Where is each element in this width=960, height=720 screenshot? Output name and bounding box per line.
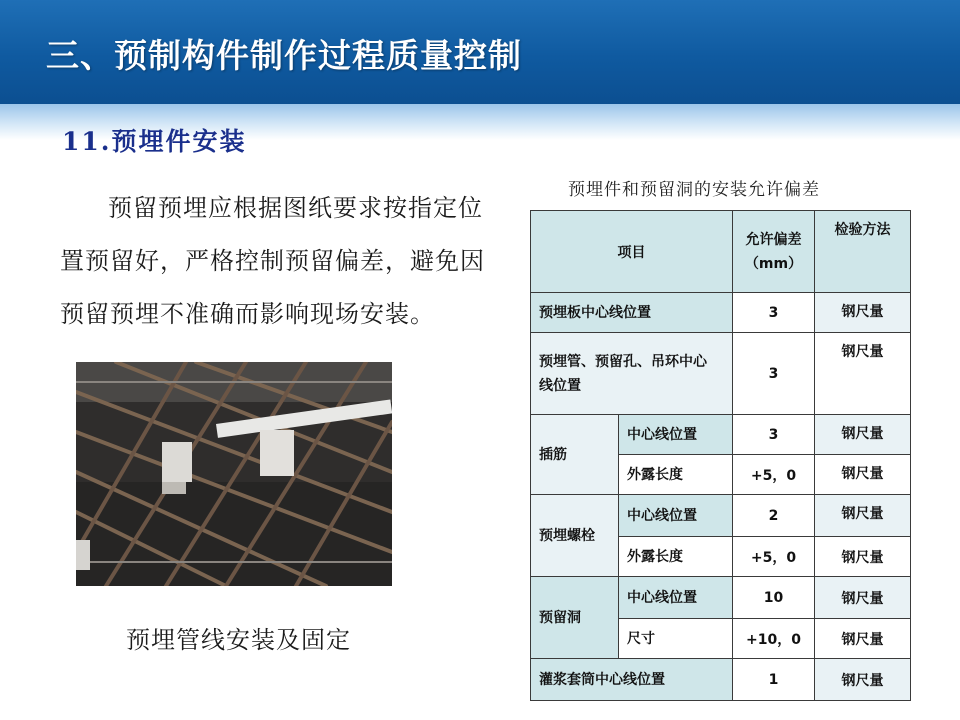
tolerance-table bbox=[530, 210, 911, 701]
row-tolerance: +10，0 bbox=[733, 619, 815, 659]
row-method: 钢尺量 bbox=[815, 659, 911, 701]
row-subitem: 外露长度 bbox=[619, 455, 733, 495]
row-method: 钢尺量 bbox=[815, 415, 911, 455]
photo-caption: 预埋管线安装及固定 bbox=[126, 626, 351, 654]
row-tolerance: +5，0 bbox=[733, 455, 815, 495]
table-row bbox=[531, 333, 911, 415]
row-subitem: 中心线位置 bbox=[619, 495, 733, 537]
row-item: 预埋板中心线位置 bbox=[531, 293, 733, 333]
photo-illustration bbox=[76, 362, 392, 586]
row-tolerance: 3 bbox=[733, 333, 815, 415]
row-item: 预埋管、预留孔、吊环中心线位置 bbox=[531, 333, 733, 415]
row-tolerance: 1 bbox=[733, 659, 815, 701]
table-title: 预埋件和预留洞的安装允许偏差 bbox=[568, 180, 820, 200]
table-row bbox=[531, 415, 911, 455]
header-tolerance: 允许偏差（mm） bbox=[733, 211, 815, 293]
row-tolerance: 3 bbox=[733, 293, 815, 333]
body-paragraph-block bbox=[60, 182, 500, 341]
row-method: 钢尺量 bbox=[815, 577, 911, 619]
table-row bbox=[531, 293, 911, 333]
row-method: 钢尺量 bbox=[815, 333, 911, 415]
rebar-embedded-parts-photo bbox=[76, 362, 392, 586]
section-subtitle: 11.预埋件安装 bbox=[62, 127, 247, 156]
table-row bbox=[531, 577, 911, 619]
row-method: 钢尺量 bbox=[815, 293, 911, 333]
table-row bbox=[531, 659, 911, 701]
row-method: 钢尺量 bbox=[815, 619, 911, 659]
row-item: 灌浆套筒中心线位置 bbox=[531, 659, 733, 701]
body-paragraph: 预留预埋应根据图纸要求按指定位置预留好，严格控制预留偏差，避免因预留预埋不准确而影响现场安装。 bbox=[60, 194, 485, 328]
row-group: 插筋 bbox=[531, 415, 619, 495]
table-row bbox=[531, 495, 911, 537]
title-bar bbox=[0, 0, 960, 104]
row-group: 预埋螺栓 bbox=[531, 495, 619, 577]
slide-title: 三、预制构件制作过程质量控制 bbox=[46, 36, 522, 75]
row-tolerance: 3 bbox=[733, 415, 815, 455]
table-header-row bbox=[531, 211, 911, 293]
row-subitem: 外露长度 bbox=[619, 537, 733, 577]
row-method: 钢尺量 bbox=[815, 537, 911, 577]
row-tolerance: +5，0 bbox=[733, 537, 815, 577]
row-subitem: 尺寸 bbox=[619, 619, 733, 659]
header-method: 检验方法 bbox=[815, 211, 911, 293]
row-tolerance: 2 bbox=[733, 495, 815, 537]
row-group: 预留洞 bbox=[531, 577, 619, 659]
row-subitem: 中心线位置 bbox=[619, 415, 733, 455]
row-method: 钢尺量 bbox=[815, 495, 911, 537]
row-tolerance: 10 bbox=[733, 577, 815, 619]
row-subitem: 中心线位置 bbox=[619, 577, 733, 619]
row-method: 钢尺量 bbox=[815, 455, 911, 495]
header-item: 项目 bbox=[531, 211, 733, 293]
